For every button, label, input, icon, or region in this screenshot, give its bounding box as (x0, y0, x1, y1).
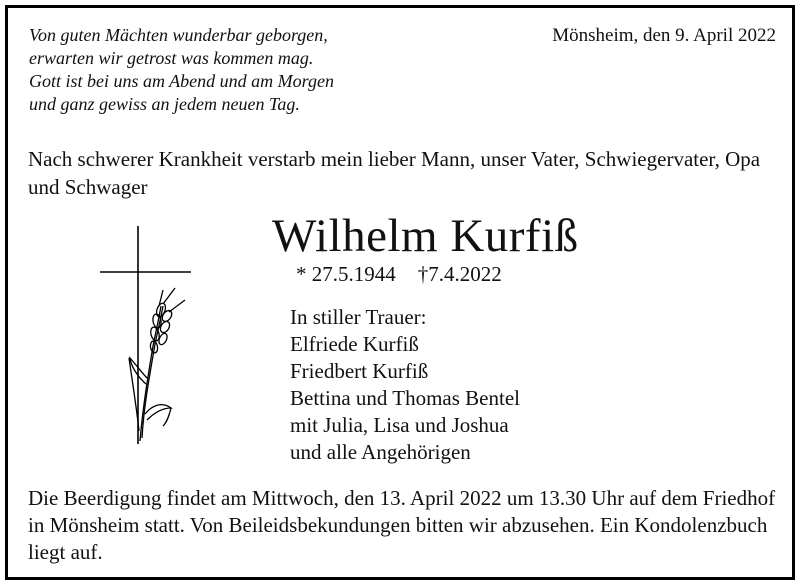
poem-line: und ganz gewiss an jedem neuen Tag. (29, 94, 300, 114)
mourners-line: Friedbert Kurfiß (290, 359, 429, 383)
poem-line: erwarten wir getrost was kommen mag. (29, 48, 314, 68)
cross-with-wheat-icon (93, 226, 193, 466)
life-dates (296, 262, 502, 287)
funeral-info: Die Beerdigung findet am Mittwoch, den 13. April 2022 um 13.30 Uhr auf dem Friedhof in Mönsheim statt. Von Beileidsbekundungen bitten wir abzusehen. Ein Kondolenzbuch liegt auf. (28, 486, 776, 564)
obituary-notice (5, 5, 795, 580)
mourners-line: In stiller Trauer: (290, 305, 427, 329)
poem-line: Von guten Mächten wunderbar geborgen, (29, 25, 328, 45)
mourners-line: mit Julia, Lisa und Joshua (290, 413, 509, 437)
death-date: †7.4.2022 (417, 262, 502, 286)
mourners-line: Elfriede Kurfiß (290, 332, 419, 356)
birth-date: * 27.5.1944 (296, 262, 396, 286)
cross-icon (100, 226, 191, 444)
poem-line: Gott ist bei uns am Abend und am Morgen (29, 71, 334, 91)
poem (29, 24, 334, 116)
place-and-date: Mönsheim, den 9. April 2022 (552, 25, 776, 46)
intro-text: Nach schwerer Krankheit verstarb mein lieber Mann, unser Vater, Schwiegervater, Opa und Schwager (28, 147, 761, 199)
mourners-list (290, 304, 520, 466)
mourners-line: und alle Angehörigen (290, 440, 471, 464)
deceased-name: Wilhelm Kurfiß (272, 210, 579, 262)
mourners-line: Bettina und Thomas Bentel (290, 386, 520, 410)
